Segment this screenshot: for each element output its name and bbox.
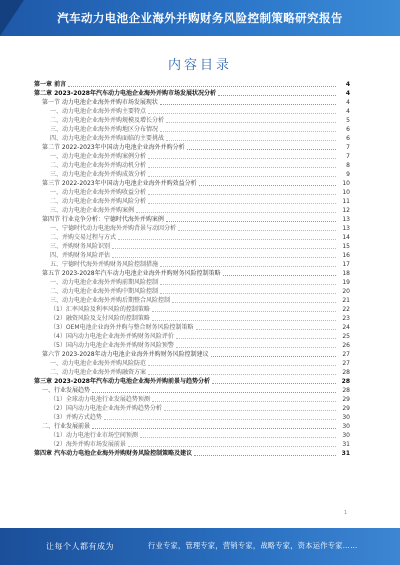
toc-leader-dots [68, 85, 336, 87]
toc-entry-page: 16 [342, 252, 350, 259]
toc-entry-label: 一、动力电池企业海外并购风险防范 [50, 360, 147, 367]
toc-entry-label: 第六节 2023-2028年动力电池企业海外并购财务风险控制建议 [42, 351, 209, 358]
toc-entry[interactable] [34, 431, 350, 440]
toc-entry-label: 二、行业发展前景 [42, 423, 91, 430]
toc-entry-page: 11 [342, 198, 350, 205]
toc-entry[interactable] [34, 404, 350, 413]
toc-leader-dots [176, 337, 336, 339]
toc-leader-dots [187, 148, 336, 150]
toc-entry-page: 29 [342, 405, 350, 412]
toc-entry-page: 28 [341, 378, 350, 385]
toc-entry-page: 15 [342, 243, 350, 250]
toc-entry-label: 三、并购财务风险识别 [50, 243, 111, 250]
toc-entry-page: 30 [342, 423, 350, 430]
toc-entry-label: 二、动力电池企业海外并购规模及增长分析 [50, 117, 165, 124]
toc-entry-page: 22 [342, 306, 350, 313]
toc-entry-label: 一、动力电池企业海外并购主要特点 [50, 108, 147, 115]
toc-leader-dots [160, 130, 336, 132]
toc-leader-dots [160, 283, 336, 285]
toc-leader-dots [140, 436, 336, 438]
toc-leader-dots [164, 409, 336, 411]
toc-entry-label: （3）OEM电池企业海外并购与整合财务风险控制策略 [50, 324, 194, 331]
page-number: 1 [344, 510, 348, 516]
toc-entry-page: 31 [342, 441, 350, 448]
toc-leader-dots [148, 202, 336, 204]
report-title: 汽车动力电池企业海外并购财务风险控制策略研究报告 [57, 11, 343, 25]
toc-entry-page: 4 [346, 99, 350, 106]
toc-entry[interactable] [34, 80, 350, 89]
toc-entry[interactable] [34, 179, 350, 188]
table-of-contents [34, 80, 350, 458]
toc-entry-page: 17 [342, 261, 350, 268]
toc-entry-page: 4 [345, 81, 350, 88]
toc-entry-page: 27 [342, 351, 350, 358]
toc-entry-label: 四、并购财务风险评估 [50, 252, 111, 259]
toc-entry-page: 13 [342, 225, 350, 232]
toc-entry-label: 二、动力电池企业海外并购中期风险控制 [50, 288, 159, 295]
toc-entry-label: 第二节 2022-2023年中国动力电池企业海外并购分析 [42, 144, 185, 151]
toc-leader-dots [172, 301, 336, 303]
toc-entry[interactable] [34, 395, 350, 404]
toc-leader-dots [128, 445, 336, 447]
toc-entry-page: 4 [346, 108, 350, 115]
toc-entry[interactable] [34, 233, 350, 242]
toc-leader-dots [166, 121, 336, 123]
toc-entry[interactable] [34, 143, 350, 152]
toc-leader-dots [196, 328, 336, 330]
toc-leader-dots [148, 112, 336, 114]
toc-entry[interactable] [34, 368, 350, 377]
toc-heading: 内容目录 [167, 58, 232, 73]
toc-entry-page: 10 [342, 180, 350, 187]
toc-entry-label: 第四节 行业竞争分析：宁德时代海外并购案例 [42, 216, 164, 223]
toc-leader-dots [152, 310, 336, 312]
toc-entry[interactable] [34, 341, 350, 350]
toc-entry[interactable] [34, 125, 350, 134]
toc-entry[interactable] [34, 305, 350, 314]
report-header [0, 0, 400, 36]
toc-entry-label: （3）并购方式趋势 [50, 414, 102, 421]
toc-leader-dots [148, 157, 336, 159]
toc-entry[interactable] [34, 98, 350, 107]
toc-entry-label: 二、动力电池企业海外并购风险分析 [50, 198, 147, 205]
toc-entry[interactable] [34, 449, 350, 458]
toc-entry-page: 26 [342, 342, 350, 349]
toc-entry-page: 6 [346, 126, 350, 133]
toc-leader-dots [152, 319, 336, 321]
toc-entry-label: 一、动力电池企业海外并购案例分析 [50, 153, 147, 160]
toc-entry[interactable] [34, 296, 350, 305]
toc-entry-label: （4）国内动力电池企业海外并购财务风险评价 [50, 333, 174, 340]
toc-entry-page: 30 [342, 414, 350, 421]
toc-entry-page: 23 [342, 315, 350, 322]
toc-entry-label: 第一节 动力电池企业海外并购市场发展现状 [42, 99, 158, 106]
toc-leader-dots [112, 247, 336, 249]
toc-entry[interactable] [34, 161, 350, 170]
toc-entry-page: 6 [346, 135, 350, 142]
toc-entry-label: 一、行业发展趋势 [42, 387, 91, 394]
toc-entry-page: 8 [346, 162, 350, 169]
toc-entry-page: 4 [345, 90, 350, 97]
toc-entry-page: 29 [342, 396, 350, 403]
toc-entry[interactable] [34, 323, 350, 332]
toc-leader-dots [160, 292, 336, 294]
toc-entry-label: （1）汇率风险及利率风险的控制策略 [50, 306, 150, 313]
toc-entry-label: 第五节 2023-2028年汽车动力电池企业海外并购财务风险控制策略 [42, 270, 221, 277]
toc-entry-label: （1）动力电池行业市场空间预测 [50, 432, 138, 439]
toc-entry[interactable] [34, 359, 350, 368]
toc-entry-label: 第一章 前言 [34, 81, 67, 88]
toc-entry-page: 5 [346, 117, 350, 124]
toc-leader-dots [148, 364, 336, 366]
toc-leader-dots [178, 229, 336, 231]
toc-entry[interactable] [34, 350, 350, 359]
toc-leader-dots [152, 400, 336, 402]
toc-leader-dots [92, 427, 336, 429]
toc-entry-page: 12 [342, 207, 350, 214]
toc-entry-page: 9 [346, 171, 350, 178]
toc-entry[interactable] [34, 170, 350, 179]
toc-entry-page: 30 [342, 432, 350, 439]
toc-entry-label: 三、动力电池企业海外并购成效分析 [50, 171, 147, 178]
toc-leader-dots [166, 220, 336, 222]
toc-entry-label: （5）国内动力电池企业海外并购财务风险预警 [50, 342, 174, 349]
footer-brand: 让每个人都有成为 [46, 542, 114, 551]
toc-leader-dots [194, 454, 336, 456]
toc-entry[interactable] [34, 278, 350, 287]
toc-leader-dots [212, 382, 336, 384]
report-footer [0, 528, 400, 565]
toc-entry-page: 7 [346, 153, 350, 160]
toc-entry[interactable] [34, 197, 350, 206]
toc-leader-dots [148, 373, 336, 375]
toc-entry[interactable] [34, 440, 350, 449]
toc-entry-page: 25 [342, 333, 350, 340]
toc-entry-label: （1）全球动力电池行业发展趋势预测 [50, 396, 150, 403]
toc-entry-page: 18 [342, 270, 350, 277]
toc-entry[interactable] [34, 314, 350, 323]
toc-entry-page: 19 [342, 279, 350, 286]
toc-entry-label: 三、动力电池企业海外并购后期整合风险控制 [50, 297, 171, 304]
toc-leader-dots [218, 94, 336, 96]
toc-entry[interactable] [34, 215, 350, 224]
toc-entry[interactable] [34, 134, 350, 143]
toc-entry-label: （2）海外并购市场发展前景 [50, 441, 126, 448]
toc-entry[interactable] [34, 332, 350, 341]
toc-entry[interactable] [34, 116, 350, 125]
toc-leader-dots [104, 418, 336, 420]
toc-entry-page: 28 [342, 387, 350, 394]
toc-entry-page: 24 [342, 324, 350, 331]
toc-leader-dots [136, 211, 336, 213]
toc-entry-label: 第四章 汽车动力电池企业海外并购财务风险控制策略及建议 [34, 450, 193, 457]
toc-leader-dots [118, 238, 336, 240]
footer-tagline: 行业专家，管理专家，营销专家，战略专家，资本运作专家…… [148, 541, 358, 550]
toc-entry-page: 10 [342, 189, 350, 196]
toc-entry-label: 三、动力电池企业海外并购地区分布情况 [50, 126, 159, 133]
toc-leader-dots [112, 256, 336, 258]
toc-entry-label: （2）融资风险及支付风险的控制策略 [50, 315, 150, 322]
toc-leader-dots [223, 274, 336, 276]
toc-leader-dots [92, 391, 336, 393]
toc-entry[interactable] [34, 206, 350, 215]
toc-leader-dots [160, 265, 336, 267]
toc-leader-dots [166, 139, 336, 141]
toc-entry[interactable] [34, 377, 350, 386]
toc-entry-label: （2）国内动力电池企业海外并购趋势分析 [50, 405, 162, 412]
toc-entry-label: 二、动力电池企业海外并购动机分析 [50, 162, 147, 169]
toc-entry-label: 二、动力电池企业海外并购融资方案 [50, 369, 147, 376]
toc-entry-label: 一、宁德时代动力电池海外并购背景与动因分析 [50, 225, 177, 232]
toc-entry-label: 第三章 2023-2028年汽车动力电池企业海外并购前景与趋势分析 [34, 378, 210, 385]
toc-entry[interactable] [34, 251, 350, 260]
toc-entry[interactable] [34, 107, 350, 116]
toc-leader-dots [148, 166, 336, 168]
toc-entry-label: 第二章 2023-2028年汽车动力电池企业海外并购市场发展状况分析 [34, 90, 216, 97]
toc-leader-dots [211, 355, 336, 357]
toc-entry[interactable] [34, 260, 350, 269]
toc-leader-dots [148, 193, 336, 195]
toc-entry-page: 20 [342, 288, 350, 295]
toc-entry-page: 27 [342, 360, 350, 367]
toc-leader-dots [160, 103, 336, 105]
toc-leader-dots [199, 184, 336, 186]
toc-entry[interactable] [34, 287, 350, 296]
toc-entry-label: 五、宁德时代海外并购财务风险控制措施 [50, 261, 159, 268]
toc-entry-label: 四、动力电池企业海外并购面临的主要挑战 [50, 135, 165, 142]
toc-entry-page: 28 [342, 369, 350, 376]
toc-entry[interactable] [34, 269, 350, 278]
toc-entry[interactable] [34, 242, 350, 251]
toc-entry-page: 14 [342, 234, 350, 241]
toc-entry[interactable] [34, 224, 350, 233]
toc-entry[interactable] [34, 89, 350, 98]
toc-leader-dots [176, 346, 336, 348]
toc-entry[interactable] [34, 386, 350, 395]
toc-entry-label: 二、并购交易过程与方式 [50, 234, 117, 241]
toc-entry-page: 31 [341, 450, 350, 457]
toc-entry-label: 一、动力电池企业海外并购前期风险控制 [50, 279, 159, 286]
toc-entry[interactable] [34, 152, 350, 161]
toc-entry[interactable] [34, 188, 350, 197]
toc-leader-dots [148, 175, 336, 177]
toc-entry-page: 13 [342, 216, 350, 223]
toc-entry-page: 21 [342, 297, 350, 304]
toc-entry-label: 一、动力电池企业海外并购收益分析 [50, 189, 147, 196]
toc-entry-page: 7 [346, 144, 350, 151]
toc-entry[interactable] [34, 413, 350, 422]
toc-entry-label: 三、动力电池企业海外并购案例 [50, 207, 135, 214]
toc-entry-label: 第三节 2022-2023年中国动力电池企业海外并购效益分析 [42, 180, 197, 187]
toc-entry[interactable] [34, 422, 350, 431]
